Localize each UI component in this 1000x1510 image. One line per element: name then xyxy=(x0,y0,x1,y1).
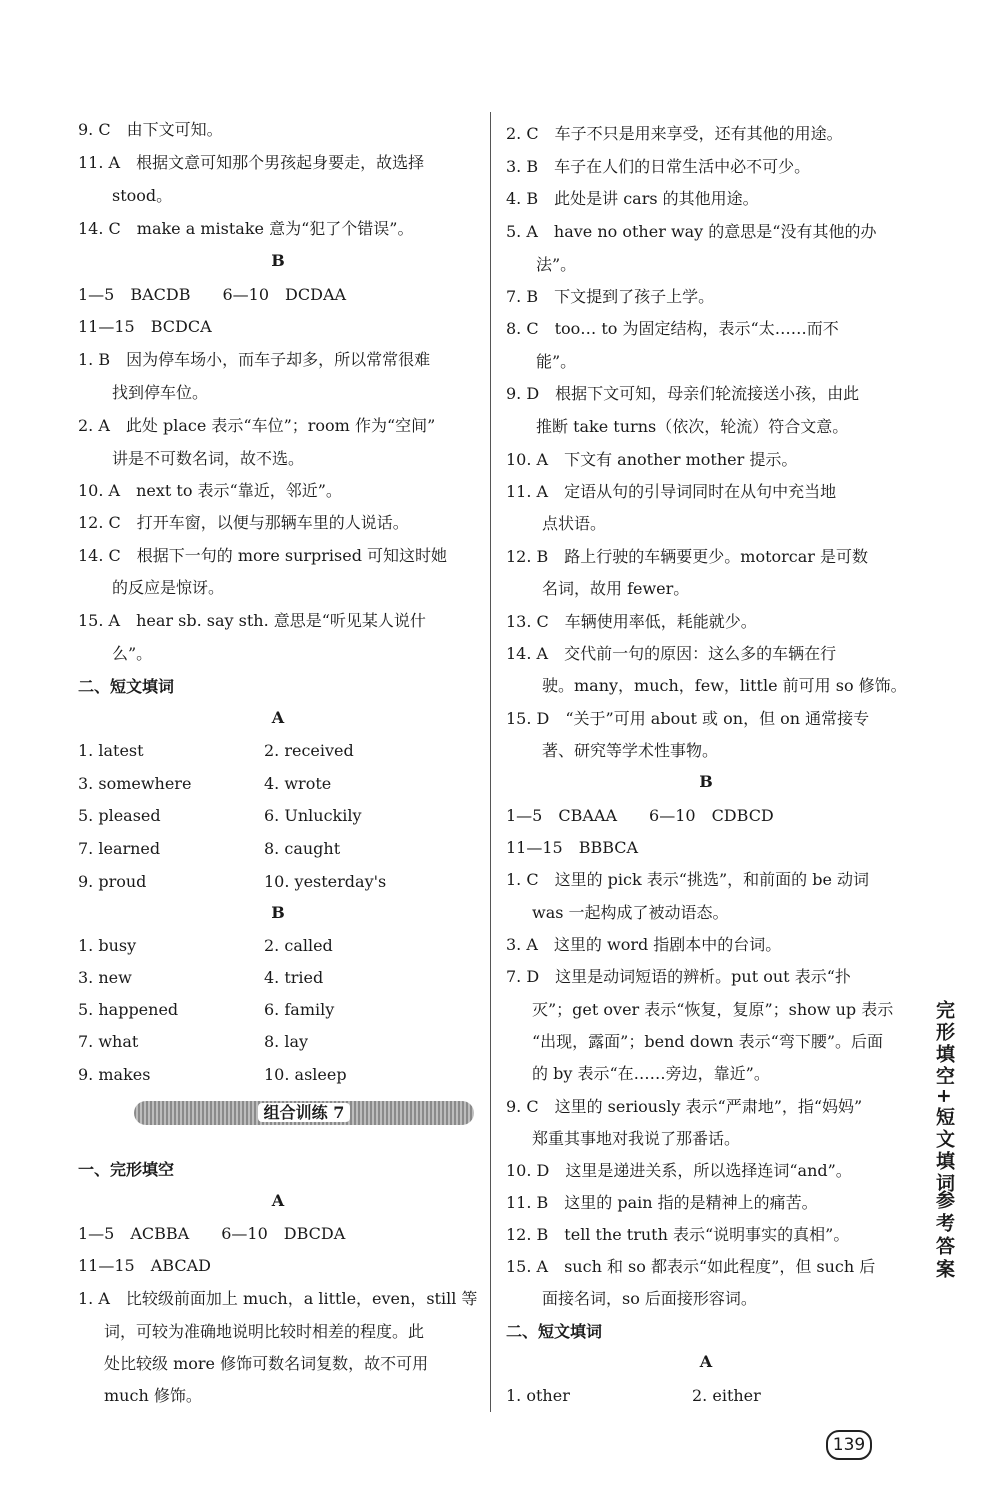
word-answer: 10. yesterday's xyxy=(264,872,387,891)
word-answer: 4. tried xyxy=(264,968,324,987)
answer-line: 15. A hear sb. say sth. 意思是“听见某人说什 xyxy=(78,611,426,630)
answer-line: 15. A such 和 so 都表示“如此程度”，但 such 后 xyxy=(506,1257,876,1276)
answer-line: 5. A have no other way 的意思是“没有其他的办 xyxy=(506,222,877,241)
answer-line: 9. D 根据下文可知，母亲们轮流接送小孩，由此 xyxy=(506,384,860,403)
answer-line: was 一起构成了被动语态。 xyxy=(532,903,729,922)
answer-line: 1. C 这里的 pick 表示“挑选”，和前面的 be 动词 xyxy=(506,870,870,889)
side-tab-subtitle: 参考答案 xyxy=(933,1190,955,1282)
answer-line: 3. A 这里的 word 指剧本中的台词。 xyxy=(506,935,782,954)
answer-line: 么”。 xyxy=(112,644,153,663)
section-heading: 一、完形填空 xyxy=(78,1160,175,1179)
answer-line: 10. A 下文有 another mother 提示。 xyxy=(506,450,798,469)
answer-line: 面接名词，so 后面接形容词。 xyxy=(542,1289,757,1308)
answer-line: 著、研究等学术性事物。 xyxy=(542,741,719,760)
word-answer: 2. received xyxy=(264,741,354,760)
banner-title: 组合训练 7 xyxy=(258,1103,351,1122)
answer-line: 15. D “关于”可用 about 或 on，但 on 通常接专 xyxy=(506,709,870,728)
section-heading: 二、短文填词 xyxy=(506,1322,603,1341)
answer-line: 7. B 下文提到了孩子上学。 xyxy=(506,287,715,306)
word-answer: 1. other xyxy=(506,1386,570,1405)
word-answer: 9. proud xyxy=(78,872,147,891)
word-answer: 5. pleased xyxy=(78,806,161,825)
answer-line: 2. C 车子不只是用来享受，还有其他的用途。 xyxy=(506,124,843,143)
answer-line: 能”。 xyxy=(536,352,577,371)
answer-line: 郑重其事地对我说了那番话。 xyxy=(532,1129,741,1148)
word-answer: 1. busy xyxy=(78,936,137,955)
answer-line: 10. D 这里是递进关系，所以选择连词“and”。 xyxy=(506,1161,852,1180)
answer-line: 8. C too… to 为固定结构，表示“太……而不 xyxy=(506,319,839,338)
answer-line: 4. B 此处是讲 cars 的其他用途。 xyxy=(506,189,759,208)
word-answer: 8. lay xyxy=(264,1032,309,1051)
word-answer: 7. learned xyxy=(78,839,161,858)
answer-line: 2. A 此处 place 表示“车位”；room 作为“空间” xyxy=(78,416,436,435)
answer-key-line: 1—5 ACBBA 6—10 DBCDA xyxy=(78,1224,346,1243)
word-answer: 8. caught xyxy=(264,839,341,858)
answer-key-line: 11—15 BCDCA xyxy=(78,317,212,336)
word-answer: 10. asleep xyxy=(264,1065,347,1084)
word-answer: 2. called xyxy=(264,936,333,955)
answer-line: 法”。 xyxy=(536,255,577,274)
section-label: A xyxy=(271,1191,285,1210)
column-divider xyxy=(490,112,491,1412)
answer-line: 1. A 比较级前面加上 much，a little，even，still 等 xyxy=(78,1289,478,1308)
section-banner xyxy=(134,1101,474,1125)
answer-line: 12. B 路上行驶的车辆要更少。motorcar 是可数 xyxy=(506,547,869,566)
section-label: B xyxy=(699,772,713,791)
answer-line: 推断 take turns（依次，轮流）符合文意。 xyxy=(536,417,849,436)
answer-line: 词，可较为准确地说明比较时相差的程度。此 xyxy=(104,1322,425,1341)
section-heading: 二、短文填词 xyxy=(78,677,175,696)
answer-line: 12. C 打开车窗，以便与那辆车里的人说话。 xyxy=(78,513,409,532)
answer-key-line: 11—15 ABCAD xyxy=(78,1256,211,1275)
word-answer: 2. either xyxy=(692,1386,761,1405)
answer-line: 点状语。 xyxy=(542,514,607,533)
answer-line: 14. C 根据下一句的 more surprised 可知这时她 xyxy=(78,546,448,565)
answer-line: 灭”；get over 表示“恢复，复原”；show up 表示 xyxy=(532,1000,894,1019)
answer-key-line: 1—5 CBAAA 6—10 CDBCD xyxy=(506,806,774,825)
answer-key-line: 11—15 BBBCA xyxy=(506,838,639,857)
word-answer: 6. family xyxy=(264,1000,335,1019)
answer-line: stood。 xyxy=(112,186,173,205)
section-label: A xyxy=(271,708,285,727)
answer-line: 讲是不可数名词，故不选。 xyxy=(112,449,305,468)
answer-line: 驶。many，much，few，little 前可用 so 修饰。 xyxy=(542,676,907,695)
section-label: A xyxy=(699,1352,713,1371)
word-answer: 3. somewhere xyxy=(78,774,192,793)
answer-line: 14. C make a mistake 意为“犯了个错误”。 xyxy=(78,219,414,238)
answer-line: 10. A next to 表示“靠近，邻近”。 xyxy=(78,481,342,500)
answer-line: 找到停车位。 xyxy=(112,383,209,402)
word-answer: 7. what xyxy=(78,1032,139,1051)
answer-line: “出现，露面”；bend down 表示“弯下腰”。后面 xyxy=(532,1032,884,1051)
answer-line: 11. A 根据文意可知那个男孩起身要走，故选择 xyxy=(78,153,425,172)
side-tab-title: 完形填空+短文填词 xyxy=(933,1000,955,1195)
word-answer: 3. new xyxy=(78,968,132,987)
answer-line: 11. B 这里的 pain 指的是精神上的痛苦。 xyxy=(506,1193,818,1212)
answer-line: 9. C 这里的 seriously 表示“严肃地”，指“妈妈” xyxy=(506,1097,863,1116)
section-label: B xyxy=(271,903,285,922)
answer-line: 的 by 表示“在……旁边，靠近”。 xyxy=(532,1064,770,1083)
answer-line: 13. C 车辆使用率低，耗能就少。 xyxy=(506,612,757,631)
word-answer: 9. makes xyxy=(78,1065,151,1084)
answer-line: 3. B 车子在人们的日常生活中必不可少。 xyxy=(506,157,811,176)
answer-line: 处比较级 more 修饰可数名词复数，故不可用 xyxy=(104,1354,429,1373)
word-answer: 6. Unluckily xyxy=(264,806,362,825)
answer-line: 14. A 交代前一句的原因：这么多的车辆在行 xyxy=(506,644,837,663)
answer-key-line: 1—5 BACDB 6—10 DCDAA xyxy=(78,285,347,304)
answer-line: 名词，故用 fewer。 xyxy=(542,579,690,598)
word-answer: 5. happened xyxy=(78,1000,179,1019)
word-answer: 4. wrote xyxy=(264,774,332,793)
page-number: 139 xyxy=(826,1430,872,1460)
word-answer: 1. latest xyxy=(78,741,144,760)
answer-line: 的反应是惊讶。 xyxy=(112,578,225,597)
answer-line: 9. C 由下文可知。 xyxy=(78,120,223,139)
answer-line: 12. B tell the truth 表示“说明事实的真相”。 xyxy=(506,1225,850,1244)
answer-line: much 修饰。 xyxy=(104,1386,202,1405)
answer-line: 7. D 这里是动词短语的辨析。put out 表示“扑 xyxy=(506,967,851,986)
answer-line: 11. A 定语从句的引导词同时在从句中充当地 xyxy=(506,482,837,501)
answer-line: 1. B 因为停车场小，而车子却多，所以常常很难 xyxy=(78,350,431,369)
section-label: B xyxy=(271,251,285,270)
